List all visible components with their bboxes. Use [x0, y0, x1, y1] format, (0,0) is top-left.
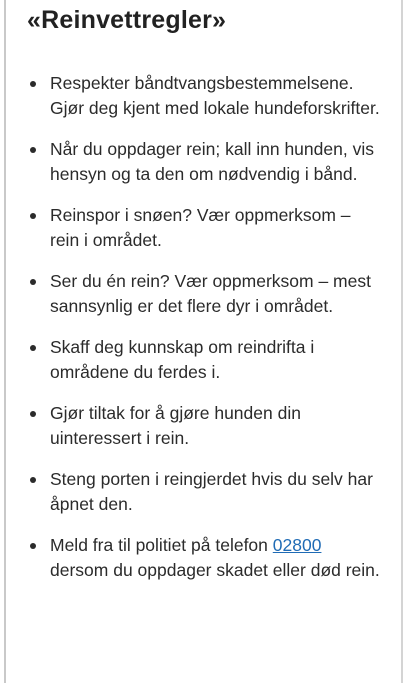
rule-text: Når du oppdager rein; kall inn hunden, vis hensyn og ta den om nødvendig i bånd.: [50, 139, 374, 184]
rules-list: [0, 71, 395, 599]
bullet-icon: [30, 345, 36, 351]
rule-text-after-link: dersom du oppdager skadet eller død rein.: [50, 560, 380, 580]
phone-number-link[interactable]: 02800: [272, 535, 322, 555]
list-item-2: [0, 137, 395, 187]
list-item-8: [0, 533, 395, 583]
rule-text: Reinspor i snøen? Vær oppmerksom – rein i området.: [50, 205, 351, 250]
rule-text: Respekter båndtvangsbestemmelsene. Gjør deg kjent med lokale hundeforskrifter.: [50, 73, 380, 118]
rule-text: Skaff deg kunnskap om reindrifta i områdene du ferdes i.: [50, 337, 315, 382]
right-border: [401, 0, 403, 683]
list-item-3: [0, 203, 395, 253]
bullet-icon: [30, 411, 36, 417]
list-item-6: [0, 401, 395, 451]
bullet-icon: [30, 477, 36, 483]
bullet-icon: [30, 213, 36, 219]
rule-text-before-link: Meld fra til politiet på telefon: [50, 535, 273, 555]
page-title: «Reinvettregler»: [27, 6, 227, 34]
list-item-4: [0, 269, 395, 319]
rule-text: Ser du én rein? Vær oppmerksom – mest sannsynlig er det flere dyr i området.: [50, 271, 371, 316]
rule-text: Gjør tiltak for å gjøre hunden din uinteressert i rein.: [50, 403, 301, 448]
bullet-icon: [30, 147, 36, 153]
list-item-5: [0, 335, 395, 385]
list-item-7: [0, 467, 395, 517]
bullet-icon: [30, 81, 36, 87]
bullet-icon: [30, 279, 36, 285]
bullet-icon: [30, 543, 36, 549]
list-item-1: [0, 71, 395, 121]
rule-text: Steng porten i reingjerdet hvis du selv har åpnet den.: [50, 469, 373, 514]
